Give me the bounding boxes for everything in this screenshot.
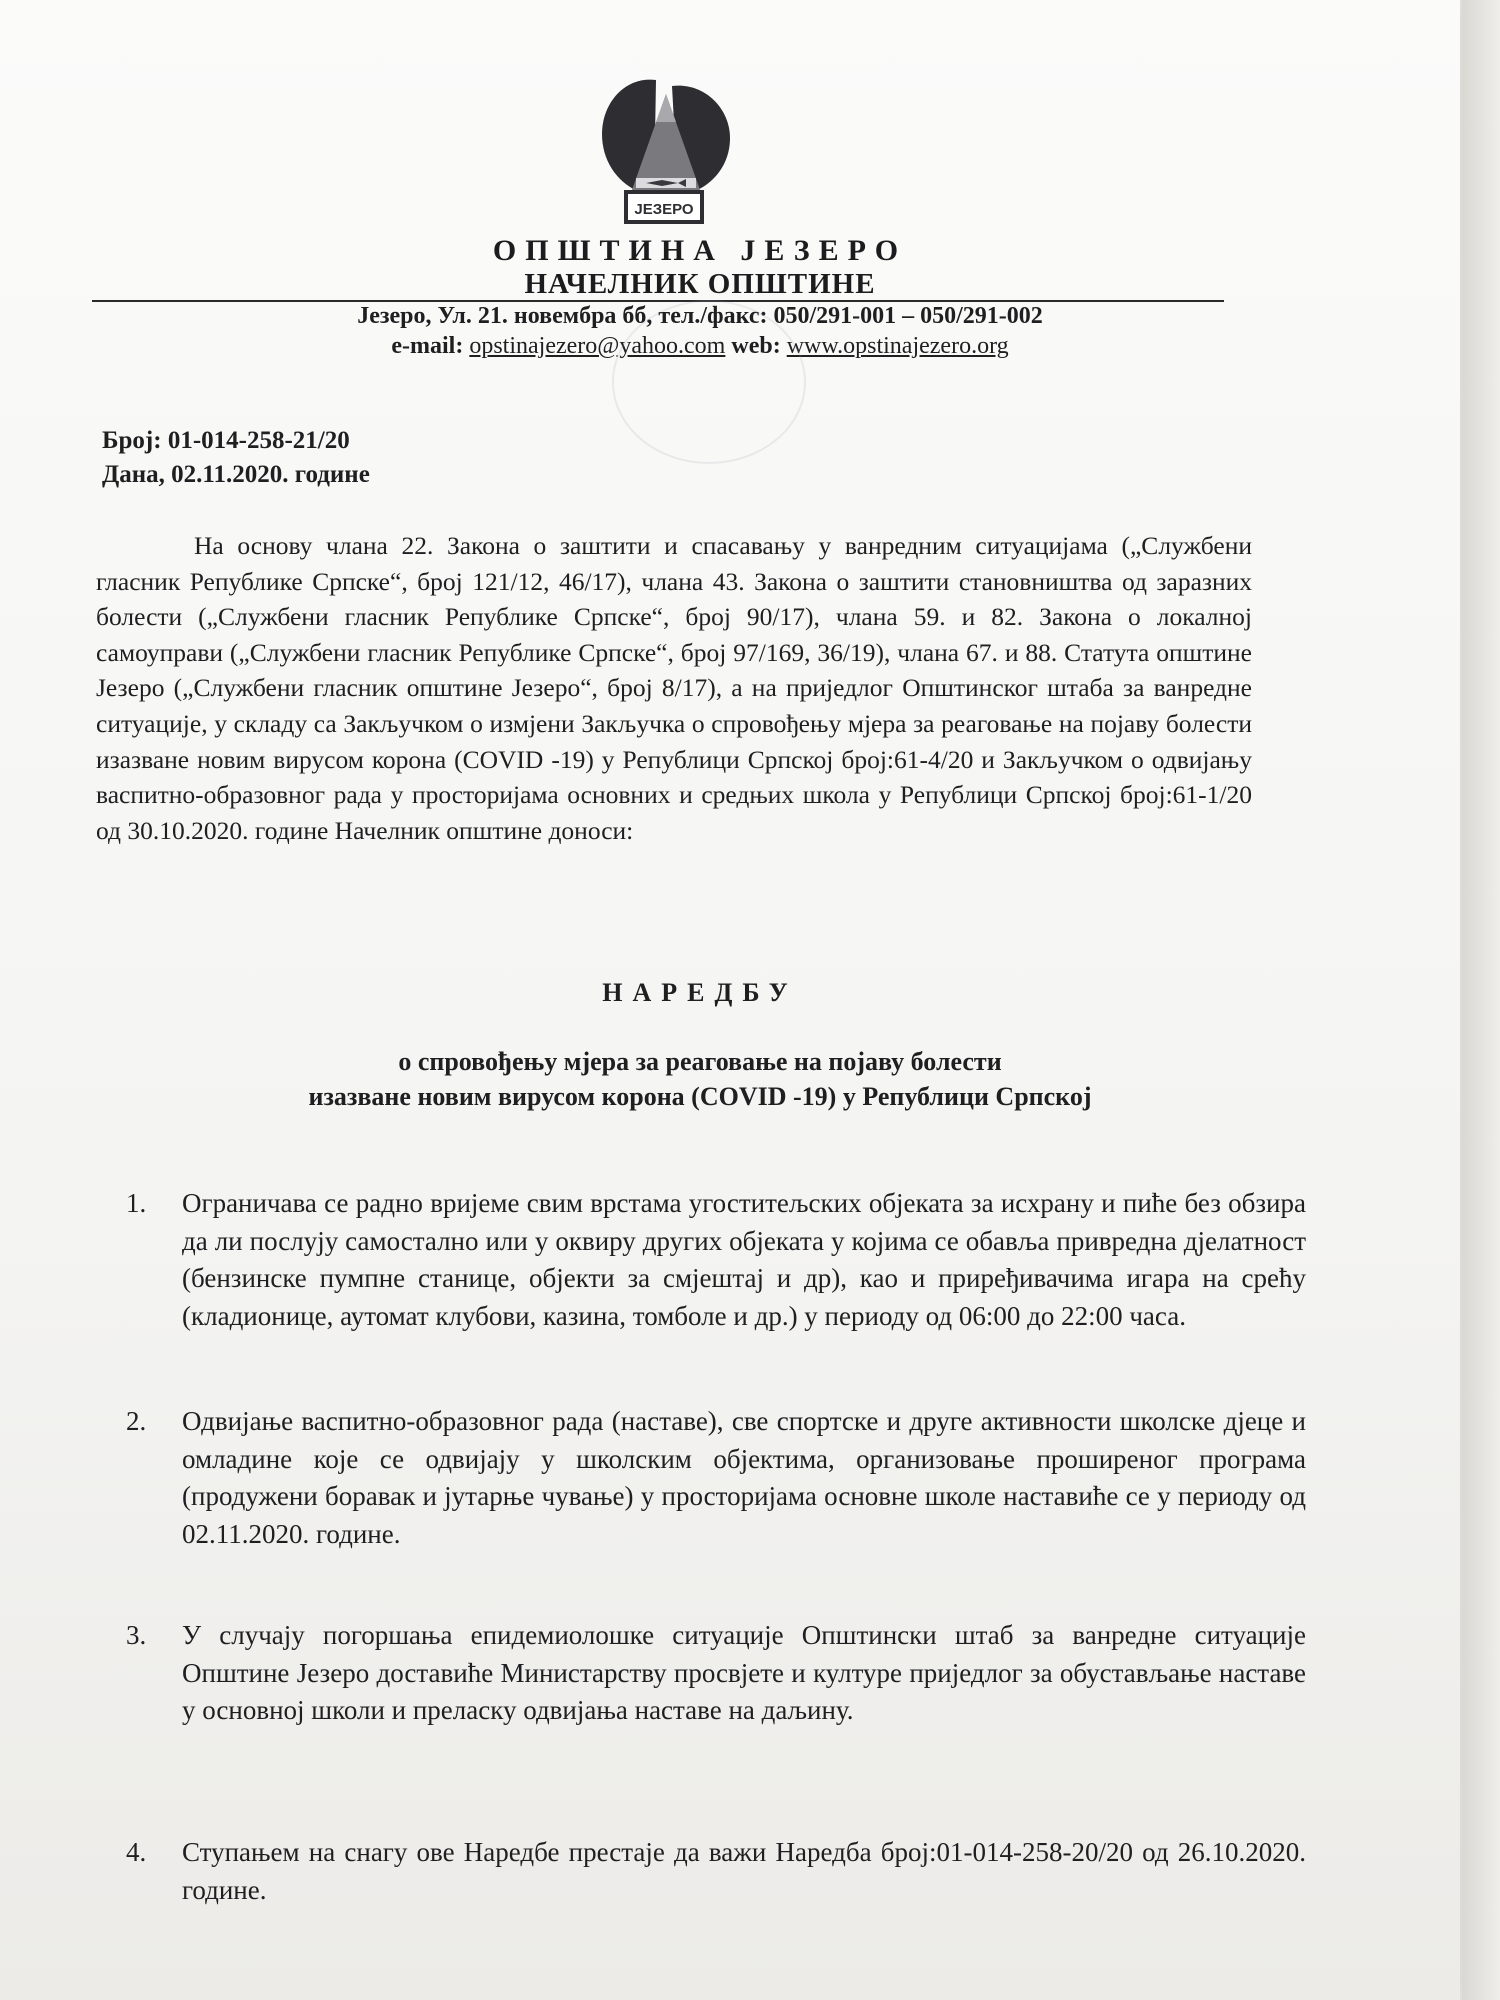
- document-number: Број: 01-014-258-21/20: [102, 427, 350, 454]
- web-label: web:: [731, 333, 781, 359]
- item-number: 3.: [126, 1620, 147, 1650]
- decree-subtitle-line-1: о спровођењу мјера за реаговање на појаву болести: [398, 1047, 1002, 1076]
- decree-subtitle: [150, 1044, 1250, 1114]
- item-number: 2.: [126, 1406, 147, 1436]
- item-text: Одвијање васпитно-образовног рада (наставе), све спортске и друге активности школске дјеце и омладине које се одвијају у школским објектима, организовање проширеног програма (продужени боравак и јутарње чување) у просторијама основне школе наставиће се у периоду од 02.11.2020. године.: [182, 1406, 1306, 1549]
- preamble-paragraph: На основу члана 22. Закона о заштити и спасавању у ванредним ситуацијама („Службени гласник Републике Српске“, број 121/12, 46/17), члана 43. Закона о заштити становништва од заразних болести („Службени гласник Републике Српске“, број 90/17), члана 59. и 82. Закона о локалној самоуправи („Службени гласник Републике Српске“, број 97/169, 36/19), члана 67. и 88. Статута општине Језеро („Службени гласник општине Језеро“, број 8/17), а на приједлог Општинског штаба за ванредне ситуације, у складу са Закључком о измјени Закључка о спровођењу мјера за реаговање на појаву болести изазване новим вирусом корона (COVID -19) у Републици Српској број:61-4/20 и Закључком о одвијању васпитно-образовног рада у просторијама основних и средњих школа у Републици Српској број:61-1/20 од 30.10.2020. године Начелник општине доноси:: [96, 531, 1252, 845]
- item-text: У случају погоршања епидемиолошке ситуације Општински штаб за ванредне ситуације Општине Језеро доставиће Министарству просвјете и културе приједлог за обустављање наставе у основној школи и преласку одвијања наставе на даљину.: [182, 1620, 1306, 1725]
- decree-subtitle-line-2: изазване новим вирусом корона (COVID -19) у Републици Српској: [308, 1082, 1092, 1111]
- faint-stamp: [612, 300, 806, 464]
- email-label: e-mail:: [391, 333, 464, 359]
- municipality-logo: [596, 72, 736, 232]
- document-date: Дана, 02.11.2020. године: [102, 461, 370, 488]
- address-line: Језеро, Ул. 21. новембра бб, тел./факс: 050/291-001 – 050/291-002: [357, 303, 1043, 329]
- municipality-name: ОПШТИНА ЈЕЗЕРО: [492, 234, 908, 267]
- header-divider: [92, 300, 1224, 302]
- list-item: [126, 1185, 1306, 1335]
- item-number: 1.: [126, 1188, 147, 1218]
- office-name: НАЧЕЛНИК ОПШТИНЕ: [524, 268, 876, 300]
- decree-title: НАРЕДБУ: [602, 978, 798, 1007]
- list-item: [126, 1834, 1306, 1909]
- list-item: [126, 1403, 1306, 1553]
- item-number: 4.: [126, 1837, 147, 1867]
- item-text: Ограничава се радно вријеме свим врстама угоститељских објеката за исхрану и пиће без обзира да ли послују самостално или у оквиру других објеката у којима се обавља привредна дјелатност (бензинске пумпне станице, објекти за смјештај и др), као и приређивачима игара на срећу (кладионице, аутомат клубови, казина, томболе и др.) у периоду од 06:00 до 22:00 часа.: [182, 1188, 1306, 1331]
- logo-label: ЈЕЗЕРО: [634, 201, 694, 218]
- list-item: [126, 1617, 1306, 1730]
- web-link[interactable]: www.opstinajezero.org: [786, 333, 1009, 359]
- item-text: Ступањем на снагу ове Наредбе престаје да важи Наредба број:01-014-258-20/20 од 26.10.2020. године.: [182, 1837, 1306, 1905]
- email-link[interactable]: opstinajezero@yahoo.com: [469, 333, 726, 359]
- page-edge: [1462, 0, 1500, 2000]
